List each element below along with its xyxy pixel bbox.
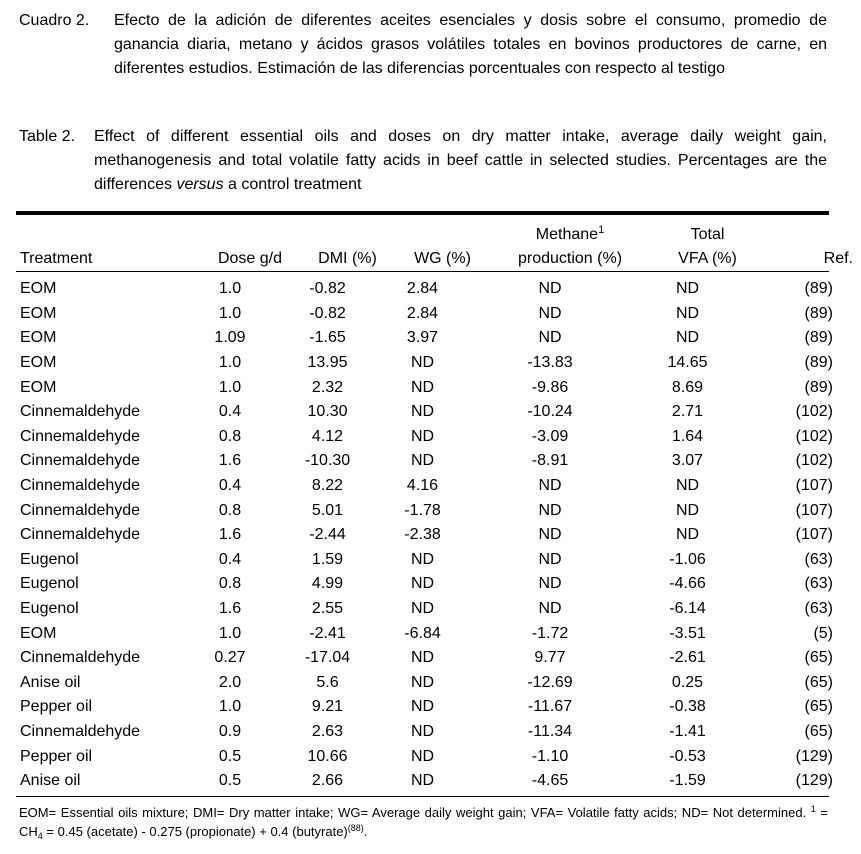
header-methane-word: Methane — [535, 226, 599, 243]
cell-wg: 2.84 — [406, 304, 439, 322]
cell-dmi: 10.30 — [307, 403, 348, 421]
cell-ref: (63) — [804, 575, 833, 593]
header-treatment: Treatment — [20, 250, 93, 267]
cell-treatment: Cinnemaldehyde — [20, 477, 141, 495]
cell-wg: ND — [410, 452, 435, 470]
table-row — [16, 449, 839, 474]
header-dose: Dose g/d — [217, 250, 283, 267]
table-row — [16, 720, 839, 745]
cell-methane: ND — [538, 280, 562, 298]
cell-wg: ND — [410, 649, 435, 667]
cell-wg: ND — [410, 403, 435, 421]
cell-ref: (5) — [813, 624, 833, 642]
table-header-rule — [16, 271, 829, 272]
footnote-formula-start: = CH — [19, 805, 828, 839]
table-row — [16, 769, 839, 794]
cell-dose: 1.0 — [218, 624, 242, 642]
cell-vfa: -6.14 — [669, 600, 706, 618]
cell-vfa: -0.53 — [669, 747, 706, 765]
cell-dose: 1.6 — [218, 600, 242, 618]
cell-treatment: Eugenol — [20, 600, 79, 618]
cell-wg: ND — [410, 673, 435, 691]
cell-dmi: 5.6 — [316, 673, 339, 691]
cell-wg: ND — [410, 575, 435, 593]
cell-ref: (102) — [795, 427, 833, 445]
footnote-subscript: 4 — [37, 831, 43, 841]
cell-methane: -11.34 — [527, 722, 573, 740]
cell-dmi: 4.99 — [311, 575, 344, 593]
cell-methane: ND — [538, 329, 562, 347]
cell-dose: 1.0 — [218, 698, 242, 716]
cell-dose: 0.9 — [218, 722, 242, 740]
cell-methane: ND — [538, 477, 562, 495]
cell-vfa: -0.38 — [669, 698, 706, 716]
cell-treatment: EOM — [20, 329, 57, 347]
cell-dmi: 2.55 — [311, 600, 344, 618]
cell-ref: (65) — [804, 698, 833, 716]
cell-methane: -9.86 — [531, 378, 569, 396]
cell-wg: ND — [410, 550, 435, 568]
cell-methane: -11.67 — [527, 698, 573, 716]
cell-wg: ND — [410, 427, 435, 445]
footnote-formula: = 0.45 (acetate) - 0.275 (propionate) + 0.4 (butyrate) — [46, 824, 348, 839]
cell-methane: -3.09 — [531, 427, 569, 445]
cell-ref: (63) — [804, 600, 833, 618]
table-row — [16, 744, 839, 769]
table-row — [16, 326, 839, 351]
cell-vfa: 1.64 — [671, 427, 704, 445]
cell-methane: -1.72 — [531, 624, 569, 642]
footnote-abbreviations: EOM= Essential oils mixture; DMI= Dry matter intake; WG= Average daily weight gain; VFA= Volatile fatty acids; ND= Not determined. — [19, 805, 807, 820]
cell-methane: ND — [538, 600, 562, 618]
cell-treatment: Anise oil — [20, 673, 81, 691]
cell-dmi: 10.66 — [307, 747, 348, 765]
caption-english-italic: versus — [176, 176, 224, 193]
cell-dmi: -1.65 — [309, 329, 346, 347]
cell-dmi: 2.32 — [311, 378, 344, 396]
cell-treatment: Cinnemaldehyde — [20, 722, 141, 740]
cell-wg: ND — [410, 747, 435, 765]
cell-treatment: EOM — [20, 304, 57, 322]
table-row — [16, 548, 839, 573]
cell-ref: (89) — [804, 378, 833, 396]
cell-ref: (107) — [795, 477, 833, 495]
cell-dmi: -0.82 — [309, 304, 346, 322]
cell-treatment: Cinnemaldehyde — [20, 526, 141, 544]
table-row — [16, 400, 839, 425]
cell-vfa: -3.51 — [669, 624, 706, 642]
header-vfa — [650, 215, 765, 274]
cell-treatment: Eugenol — [20, 575, 79, 593]
cell-vfa: -1.41 — [669, 722, 706, 740]
footnote-mark: 1 — [810, 804, 816, 814]
cell-treatment: Cinnemaldehyde — [20, 403, 141, 421]
cell-wg: -6.84 — [404, 624, 441, 642]
cell-ref: (129) — [795, 772, 833, 790]
cell-vfa: -4.66 — [669, 575, 706, 593]
cell-treatment: Eugenol — [20, 550, 79, 568]
header-methane-line1 — [490, 223, 650, 247]
caption-english-text-end: a control treatment — [228, 176, 362, 193]
cell-wg: ND — [410, 722, 435, 740]
caption-english-text — [94, 125, 827, 197]
cell-ref: (89) — [804, 354, 833, 372]
cell-ref: (65) — [804, 722, 833, 740]
cell-wg: ND — [410, 698, 435, 716]
table-header — [16, 215, 861, 274]
cell-vfa: 3.07 — [671, 452, 704, 470]
table-body — [16, 277, 839, 793]
cell-dose: 1.0 — [218, 304, 242, 322]
cell-vfa: 2.71 — [671, 403, 704, 421]
table-row — [16, 695, 839, 720]
cell-wg: 2.84 — [406, 280, 439, 298]
cell-dmi: -0.82 — [309, 280, 346, 298]
cell-dmi: 8.22 — [311, 477, 344, 495]
caption-english — [19, 125, 827, 197]
cell-dose: 2.0 — [218, 673, 242, 691]
table-row — [16, 375, 839, 400]
cell-dose: 0.4 — [218, 477, 242, 495]
cell-dose: 0.8 — [218, 427, 242, 445]
cell-dmi: -10.30 — [304, 452, 351, 470]
cell-ref: (65) — [804, 673, 833, 691]
table-row — [16, 523, 839, 548]
header-methane-footnote-mark: 1 — [598, 224, 605, 236]
cell-treatment: Pepper oil — [20, 698, 93, 716]
cell-methane: -1.10 — [531, 747, 569, 765]
cell-vfa: -2.61 — [669, 649, 706, 667]
caption-spanish-text: Efecto de la adición de diferentes aceites esenciales y dosis sobre el consumo, promedio de ganancia diaria, metano y ácidos grasos volátiles totales en bovinos productores de carne, en diferentes estudios. Estimación de las diferencias porcentuales con respecto al testigo — [114, 12, 827, 77]
cell-treatment: Cinnemaldehyde — [20, 452, 141, 470]
cell-methane: ND — [538, 575, 562, 593]
cell-dmi: 9.21 — [311, 698, 344, 716]
table-row — [16, 646, 839, 671]
cell-vfa: 0.25 — [671, 673, 704, 691]
cell-wg: -1.78 — [404, 501, 441, 519]
cell-vfa: ND — [675, 304, 700, 322]
cell-dose: 1.6 — [218, 452, 242, 470]
cell-dose: 0.8 — [218, 501, 242, 519]
cell-methane: 9.77 — [534, 649, 566, 667]
cell-methane: ND — [538, 526, 562, 544]
header-ref: Ref. — [823, 250, 853, 267]
cell-treatment: Cinnemaldehyde — [20, 427, 141, 445]
table-row — [16, 351, 839, 376]
table-row — [16, 277, 839, 302]
table-footnote — [19, 803, 828, 841]
cell-ref: (102) — [795, 403, 833, 421]
cell-wg: 3.97 — [406, 329, 439, 347]
cell-dmi: 13.95 — [307, 354, 348, 372]
cell-methane: -8.91 — [531, 452, 569, 470]
cell-wg: ND — [410, 600, 435, 618]
cell-methane: -13.83 — [527, 354, 573, 372]
footnote-end: . — [363, 824, 368, 839]
cell-dmi: -17.04 — [304, 649, 351, 667]
cell-dmi: -2.44 — [309, 526, 346, 544]
cell-vfa: 14.65 — [667, 354, 708, 372]
cell-dose: 0.5 — [218, 772, 242, 790]
cell-dmi: 1.59 — [311, 550, 344, 568]
table-row — [16, 621, 839, 646]
header-dmi: DMI (%) — [318, 250, 377, 267]
header-methane-line2: production (%) — [517, 250, 623, 267]
header-vfa-line1: Total — [690, 226, 725, 243]
table-row — [16, 425, 839, 450]
cell-dose: 1.09 — [214, 329, 246, 347]
header-methane — [490, 215, 650, 274]
cell-dmi: -2.41 — [309, 624, 346, 642]
cell-methane: ND — [538, 304, 562, 322]
cell-vfa: -1.59 — [669, 772, 706, 790]
table-rows — [16, 277, 839, 793]
cell-dmi: 4.12 — [311, 427, 344, 445]
cell-dose: 0.5 — [218, 747, 242, 765]
cell-methane: -12.69 — [527, 673, 573, 691]
cell-methane: ND — [538, 550, 562, 568]
cell-ref: (89) — [804, 329, 833, 347]
cell-dmi: 5.01 — [311, 501, 344, 519]
cell-vfa: ND — [675, 501, 700, 519]
cell-vfa: ND — [675, 477, 700, 495]
cell-wg: 4.16 — [406, 477, 439, 495]
cell-treatment: EOM — [20, 378, 57, 396]
caption-spanish — [19, 9, 827, 81]
cell-methane: ND — [538, 501, 562, 519]
cell-vfa: -1.06 — [669, 550, 706, 568]
cell-dmi: 2.63 — [311, 722, 344, 740]
cell-ref: (107) — [795, 526, 833, 544]
cell-treatment: EOM — [20, 354, 57, 372]
cell-treatment: EOM — [20, 624, 57, 642]
table-row — [16, 572, 839, 597]
cell-vfa: ND — [675, 526, 700, 544]
caption-english-text-main: Effect of different essential oils and doses on dry matter intake, average daily weight gain, methanogenesis and total volatile fatty acids in beef cattle in selected studies. Percentages are the differences — [94, 128, 827, 193]
cell-vfa: ND — [675, 329, 700, 347]
cell-wg: ND — [410, 772, 435, 790]
cell-dmi: 2.66 — [311, 772, 344, 790]
header-vfa-line2: VFA (%) — [678, 250, 737, 267]
cell-dose: 0.4 — [218, 403, 242, 421]
cell-ref: (65) — [804, 649, 833, 667]
table-row — [16, 474, 839, 499]
cell-wg: ND — [410, 354, 435, 372]
cell-treatment: Cinnemaldehyde — [20, 501, 141, 519]
cell-ref: (102) — [795, 452, 833, 470]
cell-ref: (107) — [795, 501, 833, 519]
cell-treatment: EOM — [20, 280, 57, 298]
table-header-row — [16, 215, 861, 274]
table-row — [16, 671, 839, 696]
cell-dose: 1.0 — [218, 280, 242, 298]
footnote-reference: (88) — [347, 823, 364, 833]
caption-english-label: Table 2. — [19, 128, 76, 145]
cell-vfa: 8.69 — [671, 378, 704, 396]
cell-ref: (89) — [804, 280, 833, 298]
cell-dose: 1.0 — [218, 354, 242, 372]
cell-treatment: Pepper oil — [20, 747, 93, 765]
cell-dose: 0.4 — [218, 550, 242, 568]
cell-dose: 1.6 — [218, 526, 242, 544]
table-row — [16, 302, 839, 327]
cell-ref: (129) — [795, 747, 833, 765]
cell-dose: 1.0 — [218, 378, 242, 396]
cell-wg: ND — [410, 378, 435, 396]
cell-vfa: ND — [675, 280, 700, 298]
cell-methane: -4.65 — [531, 772, 569, 790]
cell-treatment: Cinnemaldehyde — [20, 649, 141, 667]
cell-treatment: Anise oil — [20, 772, 81, 790]
caption-spanish-label: Cuadro 2. — [19, 12, 90, 29]
table-row — [16, 597, 839, 622]
header-wg: WG (%) — [414, 250, 471, 267]
cell-ref: (89) — [804, 304, 833, 322]
cell-ref: (63) — [804, 550, 833, 568]
cell-dose: 0.27 — [214, 649, 246, 667]
table-bottom-rule — [16, 796, 829, 797]
cell-dose: 0.8 — [218, 575, 242, 593]
cell-methane: -10.24 — [527, 403, 573, 421]
cell-wg: -2.38 — [404, 526, 441, 544]
table-row — [16, 498, 839, 523]
